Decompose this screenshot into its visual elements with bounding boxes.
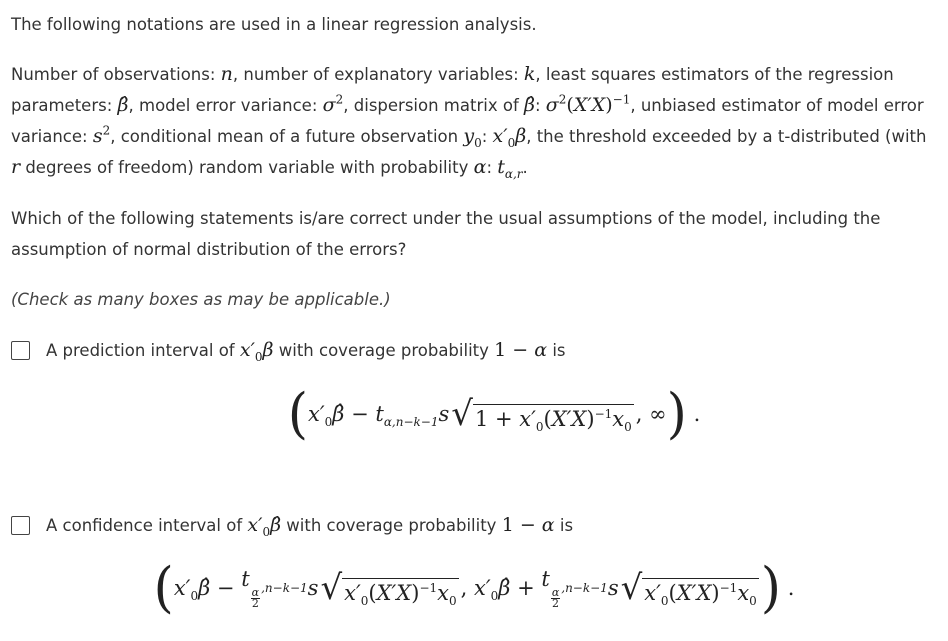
notation-text-2: , number of explanatory variables:	[232, 65, 524, 84]
notation-text-6: , unbiased estimator of model error variance:	[11, 96, 924, 146]
checkbox-confidence-interval[interactable]	[11, 516, 30, 535]
notation-text-3: , least squares estimators of the regression parameters:	[11, 65, 894, 115]
notation-text-4: , model error variance:	[128, 96, 323, 115]
notation-text-9: degrees of freedom) random variable with probability	[20, 158, 474, 177]
notation-text-1: Number of observations:	[11, 65, 221, 84]
notation-text-5: , dispersion matrix of	[343, 96, 524, 115]
notation-text-7: , conditional mean of a future observation	[110, 127, 464, 146]
instruction-text: (Check as many boxes as may be applicable.)	[11, 290, 391, 309]
confidence-interval-formula: ( $x'_0\betâ$ − t $_{\frac{\alpha}{2} ,n-k-1}$ s √ $x'_0(X'X)^{-1}x_0$ , $x'_0\betâ$ + t $_{\frac{\alpha}{2} ,n-k-1}$ s √ $x'_0(X'X)^{-1}x_0$ ) .	[153, 556, 795, 620]
checkbox-prediction-interval[interactable]	[11, 341, 30, 360]
option-prediction-interval	[11, 335, 936, 365]
question-text: Which of the following statements is/are correct under the usual assumptions of the model, including the assumption of normal distribution of the errors?	[11, 209, 881, 259]
notation-text-8: , the threshold exceeded by a t-distributed (with	[526, 127, 927, 146]
option-label-confidence: A confidence interval of $x'_0\betâ$ with coverage probability 1 − α is	[46, 514, 574, 539]
prediction-interval-formula: ( $x'_0\betâ$ − $t_{\alpha,n-k-1}$ s √ $1 + x'_0(X'X)^{-1}x_0$ , ∞ ) .	[287, 382, 701, 446]
intro-text: The following notations are used in a linear regression analysis.	[11, 15, 537, 34]
option-label-prediction: A prediction interval of $x'_0\beta$ with coverage probability 1 − α is	[46, 339, 566, 364]
notation-text-10: .	[522, 158, 528, 177]
option-confidence-interval	[11, 510, 936, 540]
notations-paragraph: Number of observations: n, number of explanatory variables: k, least squares estimators of the regression parameters: β̂, model error variance: $\sigma^2$, dispersion matrix of β̂: $\sigma^2(X'X)^{-1}$, unbiased estimator of model error variance: $s^2$, conditional mean of a future observation $y_0$: $x'_0\beta$, the threshold exceeded by a t-distributed (with r degrees of freedom) random variable with probability α: $t_{\alpha,r}$.	[11, 63, 927, 181]
